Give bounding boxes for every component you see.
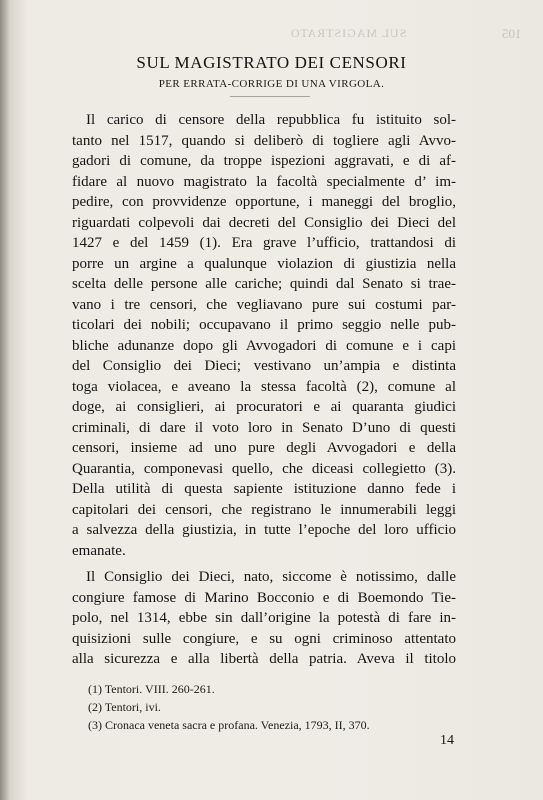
- text-line: vano i tre censori, che vegliavano pure sui costumi par-: [72, 296, 456, 313]
- footnotes: [88, 680, 468, 734]
- text-line: quisizioni sulle congiure, e su ogni criminoso attentato: [72, 630, 456, 647]
- footnote: (1) Tentori. VIII. 260-261.: [88, 682, 215, 696]
- text-line: a salvezza della giustizia, in tutte l’epoche del loro ufficio: [72, 522, 456, 538]
- text-line: Quarantia, componevasi quello, che diceasi collegietto (3).: [72, 460, 456, 477]
- show-through-text: SUL MAGISTRATO: [290, 26, 407, 40]
- text-line: toga violacea, e aveano la stessa facoltà (2), comune al: [72, 378, 456, 395]
- text-line: tanto nel 1517, quando si deliberò di togliere agli Avvo-: [72, 132, 456, 149]
- text-line: congiure famose di Marino Bocconio e di Boemondo Tie-: [72, 589, 456, 606]
- text-line: pedire, con provvidenze opportune, i maneggi del broglio,: [72, 194, 456, 210]
- page-subtitle: PER ERRATA-CORRIGE DI UNA VIRGOLA.: [158, 78, 385, 90]
- title-divider: [230, 96, 310, 97]
- text-line: capitolari dei censori, che registrano le innumerabili leggi: [72, 501, 456, 518]
- text-line: emanate.: [72, 542, 126, 559]
- text-line: Il Consiglio dei Dieci, nato, siccome è notissimo, dalle: [86, 569, 456, 585]
- text-line: riguardati colpevoli dai decreti del Consiglio dei Dieci del: [72, 214, 456, 231]
- text-line: fidare al nuovo magistrato la facoltà specialmente d’ im-: [72, 173, 456, 190]
- body-text: [72, 110, 456, 670]
- text-line: doge, ai consiglieri, ai procuratori e ai quaranta giudici: [72, 399, 456, 415]
- text-line: Della utilità di questa sapiente istituzione danno fede i: [72, 481, 456, 497]
- show-through-folio: 105: [501, 26, 521, 41]
- text-line: ticolari dei nobili; occupavano il primo seggio nelle pub-: [72, 317, 456, 333]
- page-title: SUL MAGISTRATO DEI CENSORI: [136, 53, 407, 72]
- page-number: 14: [440, 733, 454, 748]
- text-line: censori, insieme ad uno pure degli Avvogadori e della: [72, 440, 456, 456]
- text-line: del Consiglio dei Dieci; vestivano un’ampia e distinta: [72, 358, 456, 374]
- text-line: alla sicurezza e alla libertà della patria. Aveva il titolo: [72, 651, 456, 667]
- text-line: bliche adunanze dopo gli Avvogadori di comune e i capi: [72, 337, 456, 354]
- text-line: scelta delle persone alle cariche; quindi dal Senato si trae-: [72, 276, 456, 292]
- text-line: porre un argine a qualunque violazion di giustizia nella: [72, 255, 456, 272]
- footnote: (2) Tentori, ivi.: [88, 700, 161, 714]
- text-line: criminali, di dare il voto loro in Senato D’uno di questi: [72, 419, 456, 436]
- text-line: Il carico di censore della repubblica fu istituito sol-: [86, 112, 456, 128]
- text-line: polo, nel 1314, ebbe sin dall’origine la potestà di fare in-: [72, 610, 456, 626]
- text-line: 1427 e del 1459 (1). Era grave l’ufficio, trattandosi di: [72, 235, 456, 251]
- text-line: gadori di comune, da troppe ispezioni aggravati, e di af-: [72, 153, 456, 169]
- footnote: (3) Cronaca veneta sacra e profana. Venezia, 1793, II, 370.: [88, 718, 370, 732]
